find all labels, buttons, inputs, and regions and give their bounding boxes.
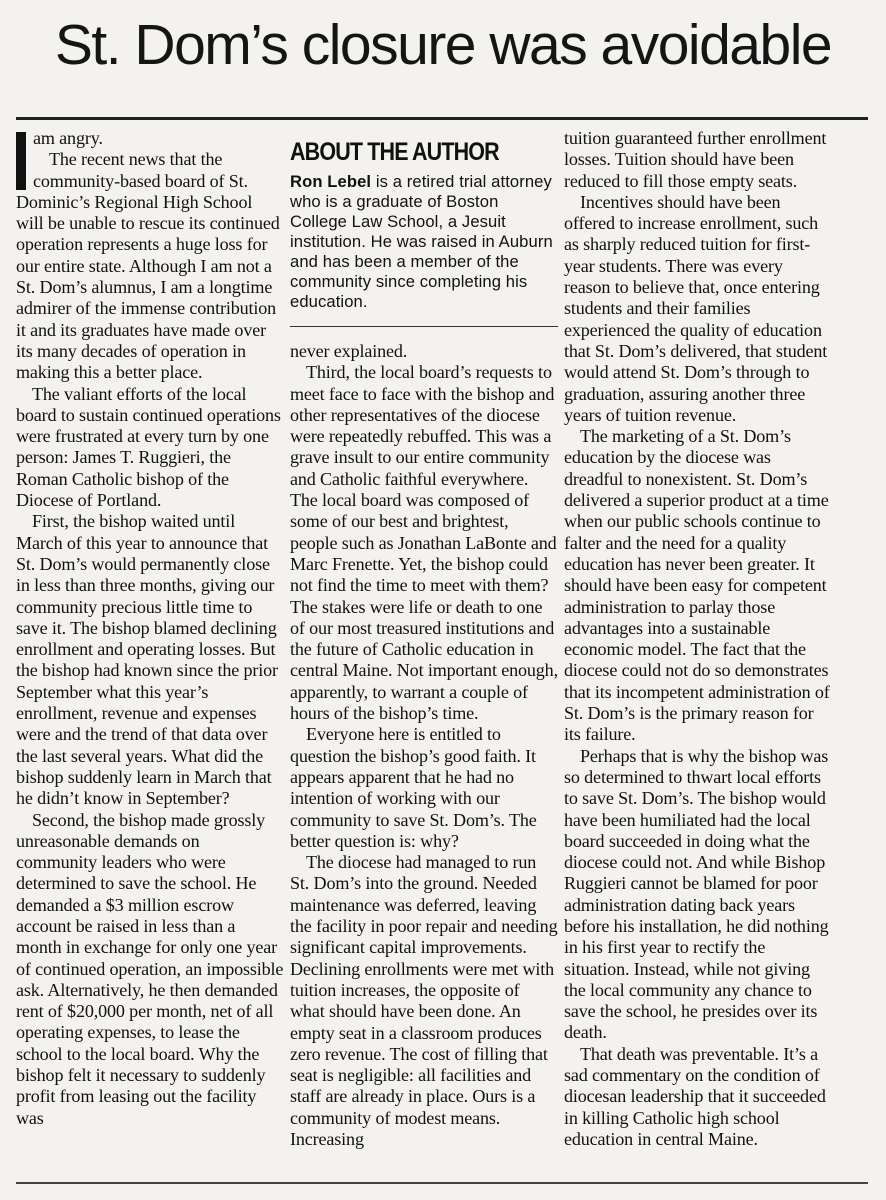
column-2-text [290,341,558,1150]
paragraph: The recent news that the community-based board of St. Dominic’s Regional High School will be unable to rescue its continued operation represents a huge loss for our entire state. Although I am not a St. Dom’s alumnus, I am a longtime admirer of the immense contribution it and its graduates have made over its many decades of operation in making this a better place. [16,149,280,383]
author-bio-text: is a retired trial attorney who is a graduate of Boston College Law School, a Jesuit institution. He was raised in Auburn and has been a member of the community since completing his education. [290,172,553,311]
paragraph: That death was preventable. It’s a sad commentary on the condition of diocesan leadership that it succeeded in killing Catholic high school education in central Maine. [564,1043,826,1149]
paragraph: Third, the local board’s requests to meet face to face with the bishop and other representatives of the diocese were repeatedly rebuffed. This was a grave insult to our entire community and Catholic faithful everywhere. The local board was composed of some of our best and brightest, people such as Jonathan LaBonte and Marc Frenette. Yet, the bishop could not find the time to meet with them? The stakes were life or death to one of our most treasured institutions and the future of Catholic education in central Maine. Not important enough, apparently, to warrant a couple of hours of the bishop’s time. [290,362,558,724]
paragraph: The diocese had managed to run St. Dom’s into the ground. Needed maintenance was deferred, leaving the facility in poor repair and needing significant capital improvements. Declining enrollments were met with tuition increases, the opposite of what should have been done. An empty seat in a classroom produces zero revenue. The cost of filling that seat is negligible: all facilities and staff are already in place. Ours is a community of modest means. Increasing [290,852,558,1149]
paragraph: Everyone here is entitled to question the bishop’s good faith. It appears apparent that he had no intention of working with our community to save St. Dom’s. The better question is: why? [290,724,537,851]
column-3 [564,128,832,1150]
drop-cap-i [16,132,26,190]
top-rule [16,117,868,120]
column-1 [16,128,284,1129]
about-the-author-box [290,138,558,327]
paragraph: The marketing of a St. Dom’s education by the diocese was dreadful to nonexistent. St. Dom’s delivered a superior product at a time when our public schools continue to falter and the need for a quality education has never been greater. It should have been easy for competent administration to parlay those advantages into a sustainable economic model. The fact that the diocese could not do so demonstrates that its incompetent administration of St. Dom’s is the primary reason for its failure. [564,426,830,745]
paragraph: Perhaps that is why the bishop was so determined to thwart local efforts to save St. Dom’s. The bishop would have been humiliated had the local board succeeded in doing what the diocese could not. And while Bishop Ruggieri cannot be blamed for poor administration dating back years before his installation, he did nothing in his first year to rectify the situation. Instead, while not giving the local community any chance to save the school, he presides over its death. [564,745,829,1043]
paragraph: First, the bishop waited until March of this year to announce that St. Dom’s would permanently close in less than three months, giving our community precious little time to save it. The bishop blamed declining enrollment and operating losses. But the bishop had known since the prior September what this year’s enrollment, revenue and expenses were and the trend of that data over the last several years. What did the bishop suddenly learn in March that he didn’t know in September? [16,511,278,809]
paragraph: Second, the bishop made grossly unreasonable demands on community leaders who were determined to save the school. He demanded a $3 million escrow account be raised in less than a month in exchange for only one year of continued operation, an impossible ask. Alternatively, he then demanded rent of $20,000 per month, net of all operating expenses, to lease the school to the local board. Why the bishop felt it necessary to suddenly profit from leasing out the facility was [16,809,284,1128]
paragraph: never explained. [290,341,408,361]
about-heading: ABOUT THE AUTHOR [290,138,499,166]
paragraph: tuition guaranteed further enrollment losses. Tuition should have been reduced to fill those empty seats. [564,128,827,191]
author-bio [290,172,558,312]
headline: St. Dom’s closure was avoidable [54,13,832,77]
author-name: Ron Lebel [290,172,372,191]
paragraph: am angry. [33,128,103,148]
paragraph: Incentives should have been offered to increase enrollment, such as sharply reduced tuition for first-year students. There was every reason to believe that, once entering students and their families experienced the quality of education that St. Dom’s delivered, that student would attend St. Dom’s through to graduation, assuring another three years of tuition revenue. [564,191,828,425]
paragraph: The valiant efforts of the local board to sustain continued operations were frustrated at every turn by one person: James T. Ruggieri, the Roman Catholic bishop of the Diocese of Portland. [16,383,281,511]
column-2 [290,128,558,1150]
bottom-rule [16,1182,868,1184]
